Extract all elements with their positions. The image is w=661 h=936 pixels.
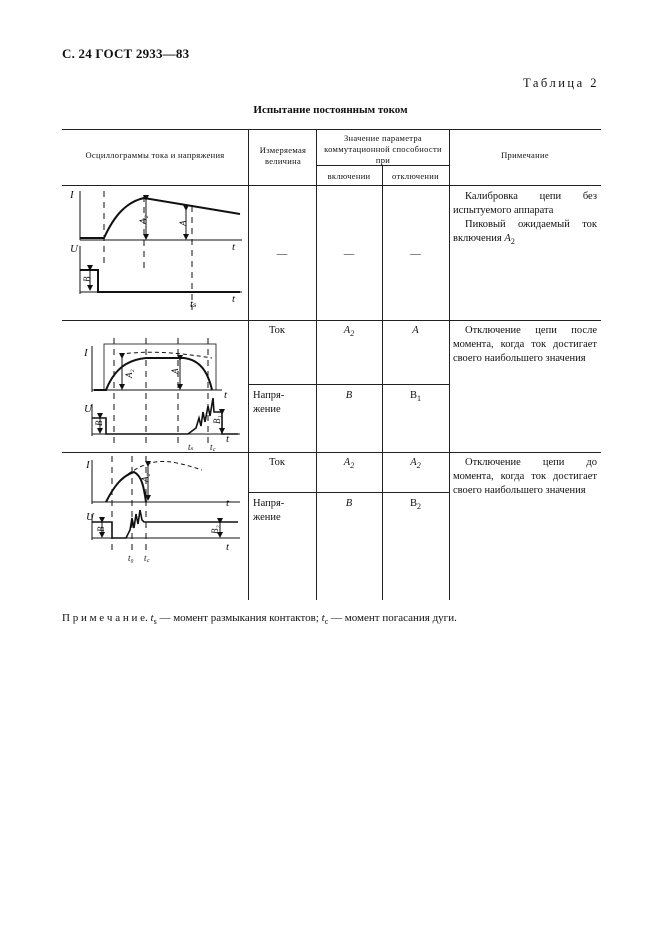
diagram3-current	[92, 456, 240, 554]
col-header-note: Примечание	[501, 150, 549, 160]
col-header-measured: Измеряемая величина	[259, 145, 307, 166]
row3-off-current: $A_2$	[410, 457, 421, 471]
diagram2-label-B1: B₁	[212, 415, 222, 424]
diagram2-current	[92, 338, 222, 444]
diagram2-axis-I: I	[84, 347, 88, 359]
diagram2-label-ts: tₛ	[188, 442, 194, 452]
diagram3-label-t0: t₀	[128, 553, 134, 563]
col-header-on: включении	[327, 171, 371, 181]
diagram1-axis-I: I	[70, 189, 74, 201]
row2-note: Отключение цепи после момента, когда ток достигает своего наибольшего значения	[453, 325, 597, 364]
row1-note	[453, 190, 597, 249]
row2-measured-current: Ток	[269, 325, 285, 336]
diagram3-axis-t2: t	[226, 541, 230, 553]
diagram1-label-A2: A₂	[138, 215, 148, 224]
diagram3-label-tc: t꜀	[144, 553, 150, 563]
diagram1-axis-t: t	[232, 241, 236, 253]
diagram3-label-B: B	[96, 526, 106, 532]
row2-on-current: $A_2$	[343, 325, 355, 339]
row2-off-voltage: $B_1$	[409, 390, 421, 404]
footnote: П р и м е ч а н и е. $t_s$ — момент размыкания контактов; $t_c$ — момент погасания дуги.	[62, 612, 457, 627]
row1-on: —	[343, 249, 355, 260]
col-header-param: Значение параметра коммутационной способности при	[324, 133, 442, 165]
row3-measured-current: Ток	[269, 457, 285, 468]
page-header: С. 24 ГОСТ 2933—83	[62, 46, 190, 61]
diagram3-voltage	[92, 510, 240, 540]
footnote-lead: П р и м е ч а н и е.	[62, 612, 148, 624]
diagram1-label-B: B	[82, 276, 92, 282]
diagram1-label-A: A	[178, 220, 188, 226]
row2-measured-voltage: Напря-жение	[253, 390, 285, 415]
diagram3-axis-I: I	[86, 459, 90, 471]
oscillograms-diagram	[62, 186, 248, 600]
diagram3-label-B2: B₂	[210, 525, 220, 534]
row3-measured-voltage: Напря-жение	[253, 498, 285, 523]
diagram2-axis-U: U	[84, 403, 92, 415]
row1-note-p1: Калибровка цепи без испытуемого аппарата	[453, 191, 597, 216]
diagram1-voltage	[80, 246, 242, 294]
diagram3-axis-U: U	[86, 511, 94, 523]
table-title: Испытание постоянным током	[253, 104, 408, 116]
row3-note: Отключение цепи до момента, когда ток достигает своего наибольшего значения	[453, 457, 597, 496]
col-header-oscillograms: Осциллограммы тока и напряжения	[85, 150, 225, 160]
diagram1-axis-t2: t	[232, 293, 236, 305]
diagram2-axis-t: t	[224, 389, 228, 401]
diagram1-label-ts: tₛ	[190, 298, 197, 310]
diagram2-axis-t2: t	[226, 433, 230, 445]
row2-on-voltage: B	[345, 390, 353, 401]
diagram3-label-A2: A₂	[140, 473, 150, 482]
table-number: Таблица 2	[523, 76, 599, 90]
row1-measured: —	[276, 249, 288, 260]
diagram3-axis-t: t	[226, 497, 230, 509]
diagram2-label-A: A	[170, 368, 180, 374]
row3-on-current: $A_2$	[343, 457, 355, 471]
row3-on-voltage: B	[345, 498, 353, 509]
row2-off-current: A	[412, 325, 419, 336]
diagram2-label-B: B	[94, 420, 104, 426]
diagram1-axis-U: U	[70, 243, 78, 255]
diagram2-label-A2: A₂	[124, 369, 134, 378]
row1-off: —	[410, 249, 421, 260]
row1-note-p2: Пиковый ожидаемый ток включения $A_2$	[453, 219, 597, 247]
row3-off-voltage: $B_2$	[409, 498, 421, 512]
col-header-off: отключении	[392, 171, 439, 181]
diagram2-label-tc: t꜀	[210, 442, 216, 452]
